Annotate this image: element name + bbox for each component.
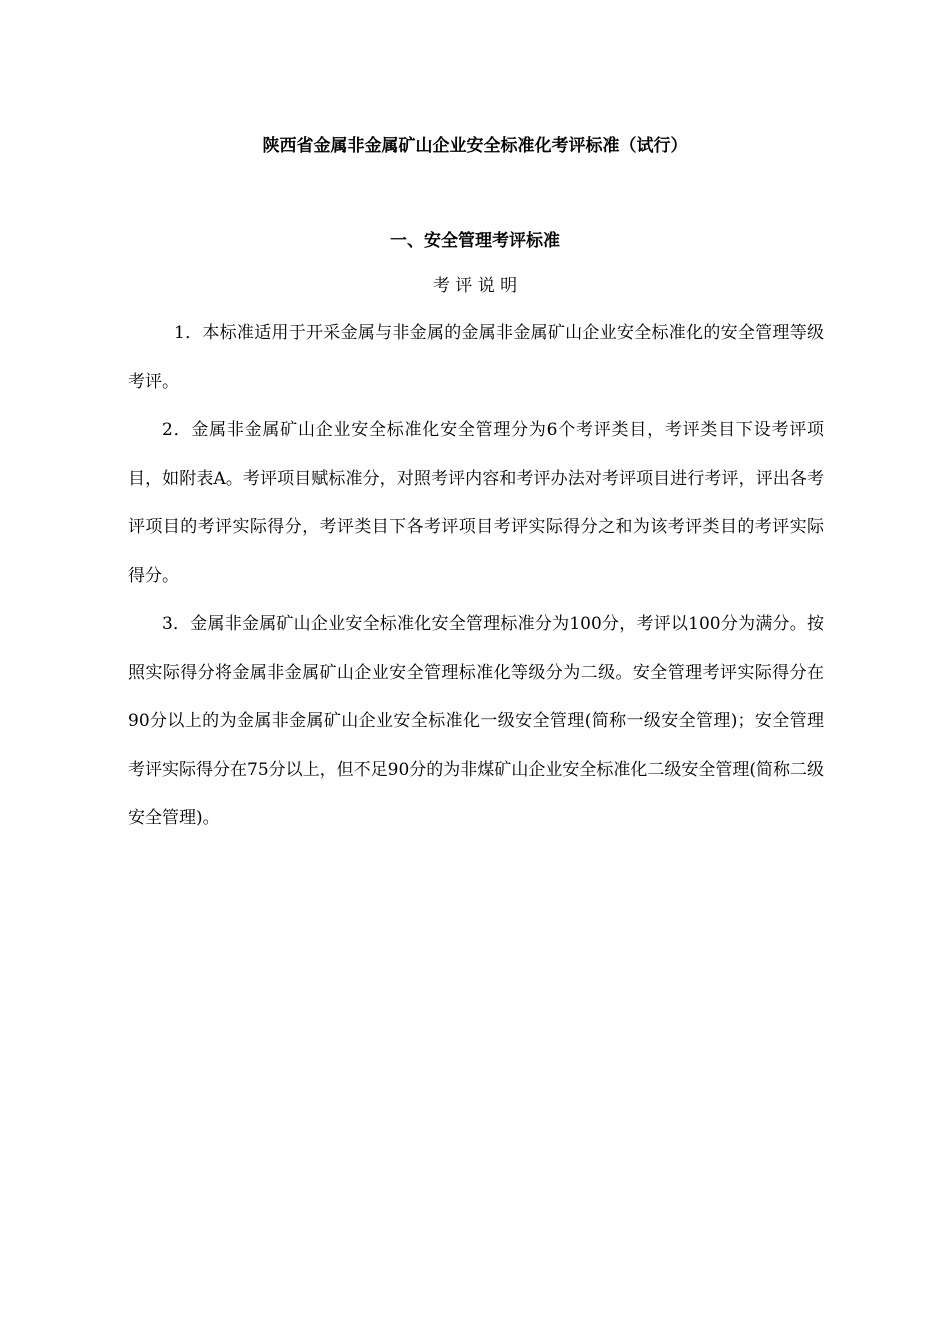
paragraph-1: 1．本标准适用于开采金属与非金属的金属非金属矿山企业安全标准化的安全管理等级考评。 (128, 323, 824, 392)
paragraph-3: 3．金属非金属矿山企业安全标准化安全管理标准分为100分，考评以100分为满分。按照实际得分将金属非金属矿山企业安全管理标准化等级分为二级。安全管理考评实际得分在90分以上的为金属非金属矿山企业安全标准化一级安全管理(简称一级安全管理)；安全管理考评实际得分在75分以上，但不足90分的为非煤矿山企业安全标准化二级安全管理(简称二级安全管理)。 (128, 614, 824, 828)
paragraph-2: 2．金属非金属矿山企业安全标准化安全管理分为6个考评类目，考评类目下设考评项目，如附表A。考评项目赋标准分，对照考评内容和考评办法对考评项目进行考评，评出各考评项目的考评实际得分，考评类目下各考评项目考评实际得分之和为该考评类目的考评实际得分。 (128, 420, 824, 586)
subsection-title: 考 评 说 明 (432, 276, 518, 296)
document-title: 陕西省金属非金属矿山企业安全标准化考评标准（试行） (262, 136, 688, 156)
section-title: 一、安全管理考评标准 (390, 231, 560, 251)
